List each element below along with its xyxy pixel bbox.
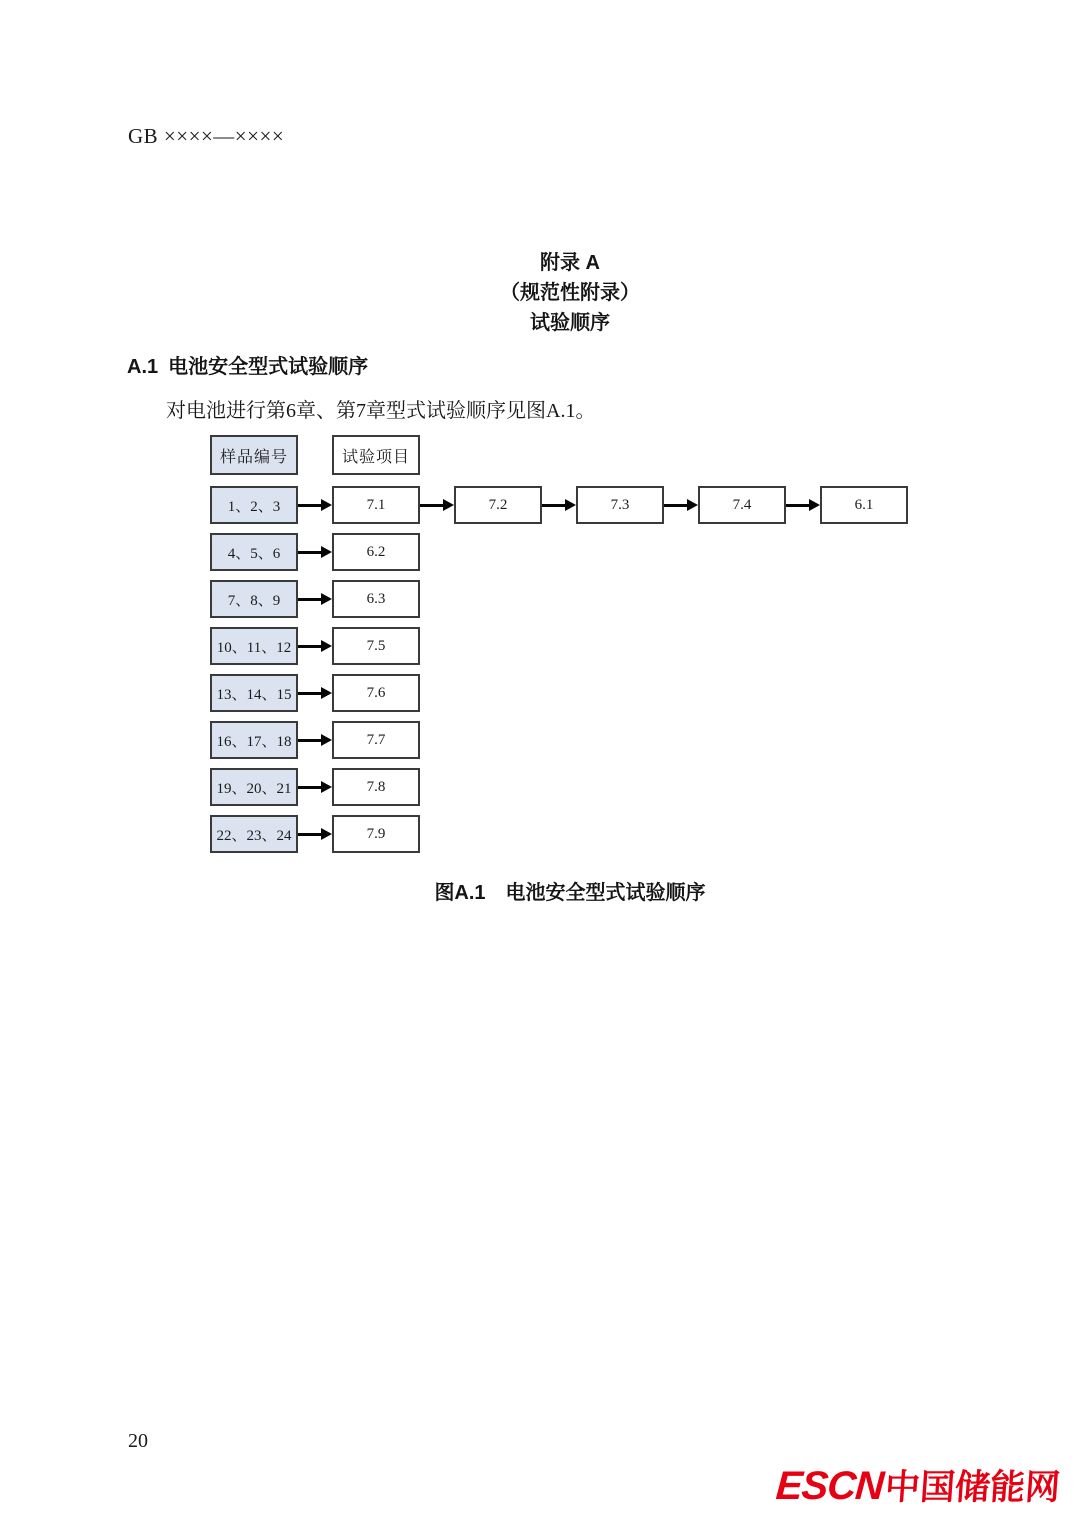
test-box: 7.5 (332, 627, 420, 665)
test-box: 7.2 (454, 486, 542, 524)
test-box: 6.1 (820, 486, 908, 524)
escn-logo-text-zh: 中国储能网 (883, 1468, 1062, 1507)
test-box: 7.8 (332, 768, 420, 806)
test-box: 7.4 (698, 486, 786, 524)
sample-box: 19、20、21 (210, 768, 298, 806)
arrow-right-icon (298, 499, 332, 511)
test-column-header: 试验项目 (332, 435, 420, 475)
figure-caption: 图A.1 电池安全型式试验顺序 (434, 882, 706, 904)
test-box: 6.3 (332, 580, 420, 618)
flowchart-row-2 (210, 533, 908, 571)
test-box: 7.7 (332, 721, 420, 759)
sample-box: 7、8、9 (210, 580, 298, 618)
sample-box: 13、14、15 (210, 674, 298, 712)
flowchart-row-5 (210, 674, 908, 712)
arrow-right-icon (786, 499, 820, 511)
appendix-title-block (128, 248, 1012, 338)
flowchart-figure (210, 435, 908, 862)
sample-box: 22、23、24 (210, 815, 298, 853)
test-box: 7.3 (576, 486, 664, 524)
flowchart-row-1 (210, 486, 908, 524)
sample-column-header: 样品编号 (210, 435, 298, 475)
flowchart-header-row (210, 435, 908, 475)
flowchart-row-3 (210, 580, 908, 618)
standard-number-header: GB ××××—×××× (128, 124, 285, 148)
arrow-right-icon (298, 734, 332, 746)
test-box: 7.9 (332, 815, 420, 853)
section-number: A.1 (127, 356, 159, 378)
section-title: 电池安全型式试验顺序 (168, 356, 369, 378)
arrow-right-icon (298, 828, 332, 840)
escn-logo-text-en: ESCN (774, 1464, 885, 1508)
body-paragraph: 对电池进行第6章、第7章型式试验顺序见图A.1。 (166, 400, 596, 422)
appendix-heading: 试验顺序 (530, 312, 610, 334)
arrow-right-icon (298, 546, 332, 558)
arrow-right-icon (664, 499, 698, 511)
arrow-right-icon (298, 640, 332, 652)
sample-box: 10、11、12 (210, 627, 298, 665)
flowchart-row-4 (210, 627, 908, 665)
flowchart-row-8 (210, 815, 908, 853)
arrow-right-icon (542, 499, 576, 511)
arrow-right-icon (298, 593, 332, 605)
test-box: 7.1 (332, 486, 420, 524)
appendix-title: 附录 A (540, 252, 600, 274)
test-box: 7.6 (332, 674, 420, 712)
arrow-right-icon (298, 781, 332, 793)
test-box: 6.2 (332, 533, 420, 571)
arrow-right-icon (420, 499, 454, 511)
page-number: 20 (128, 1430, 148, 1452)
section-heading (127, 350, 368, 379)
appendix-subtitle: （规范性附录） (500, 282, 640, 304)
sample-box: 1、2、3 (210, 486, 298, 524)
flowchart-row-7 (210, 768, 908, 806)
sample-box: 16、17、18 (210, 721, 298, 759)
flowchart-row-6 (210, 721, 908, 759)
escn-logo (774, 1466, 1061, 1506)
sample-box: 4、5、6 (210, 533, 298, 571)
arrow-right-icon (298, 687, 332, 699)
